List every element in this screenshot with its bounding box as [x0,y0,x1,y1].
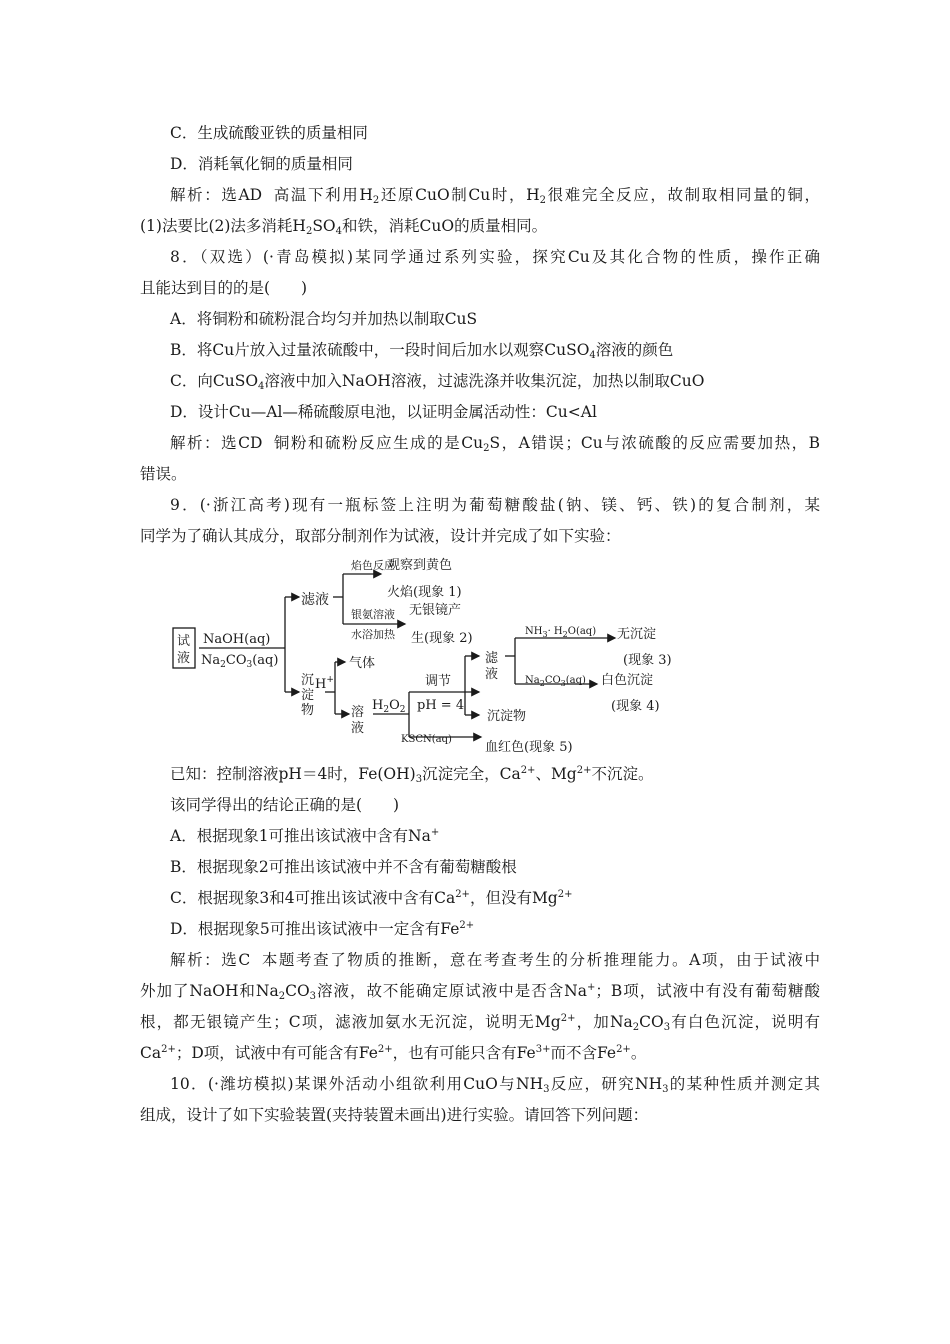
gas-label: 气体 [349,656,376,671]
reagent-naoh: NaOH(aq) [203,632,271,647]
q9-question: 该同学得出的结论正确的是( ) [170,796,400,814]
q9-option-b: B．根据现象2可推出该试液中并不含有葡萄糖酸根 [170,858,517,876]
sample-label-1: 试 [177,634,191,649]
ph-label: pH = 4 [417,698,465,713]
q8-analysis-line-2: 错误。 [140,465,187,483]
precipitate-label-2: 淀 [301,688,315,703]
q7-option-c: C．生成硫酸亚铁的质量相同 [170,124,368,142]
flame-test-label: 焰色反应 [351,559,395,572]
q8-option-a: A．将铜粉和硫粉混合均匀并加热以制取CuS [170,310,478,328]
q10-stem-line-1: 10．(·潍坊模拟)某课外活动小组欲利用CuO与$NH_3$反应，研究$NH_3$的某种性质并测定其 [170,1075,820,1095]
q8-option-c: C．向CuSO$_4$溶液中加入NaOH溶液，过滤洗涤并收集沉淀，加热以制取CuO [170,372,705,392]
q8-option-b: B．将Cu片放入过量浓硫酸中，一段时间后加水以观察CuSO$_4$溶液的颜色 [170,341,674,361]
q9-known: 已知：控制溶液pH＝4时，$Fe(OH)_3$沉淀完全，$Ca^{2+}$、$Mg^{2+}$不沉淀。 [170,765,654,785]
precipitate-label-1: 沉 [301,673,315,688]
filtrate2-label-1: 滤 [485,651,499,666]
no-precipitate-label: 无沉淀 [617,627,657,642]
blood-red-label: 血红色(现象 5) [485,740,573,755]
filtrate-label: 滤液 [301,592,329,608]
adjust-label: 调节 [425,674,452,689]
precipitate2-label: 沉淀物 [487,709,527,724]
sample-label-2: 液 [177,651,191,666]
q9-option-c: C．根据现象3和4可推出该试液中含有$Ca^{2+}$，但没有$Mg^{2+}$ [170,889,573,907]
solution-label-2: 液 [351,721,365,736]
q8-option-d: D．设计Cu—Al—稀硫酸原电池，以证明金属活动性：Cu<Al [170,403,597,421]
q9-analysis-line-1: 解析：选C 本题考查了物质的推断，意在考查考生的分析推理能力。A项，由于试液中 [170,951,820,969]
q9-analysis-line-4: $Ca^{2+}$；D项，试液中有可能含有$Fe^{2+}$，也有可能只含有$Fe^{3+}$而不含$Fe^{2+}$。 [140,1044,647,1062]
q9-option-d: D．根据现象5可推出该试液中一定含有$Fe^{2+}$ [170,920,475,938]
q8-analysis-line-1: 解析：选CD 铜粉和硫粉反应生成的是$Cu_2S$，A错误；Cu与浓硫酸的反应需要加热，B [170,434,821,454]
flame-result-1: 观察到黄色 [387,558,453,573]
oxidant-label: $H_2O_2$ [372,698,406,715]
experiment-flow-diagram [165,552,725,762]
phenomenon-4-label: (现象 4) [611,699,660,714]
kscn-label: KSCN(aq) [401,734,452,745]
q10-stem-line-2: 组成，设计了如下实验装置(夹持装置未画出)进行实验。请回答下列问题： [140,1106,649,1124]
q9-stem-line-2: 同学为了确认其成分，取部分制剂作为试液，设计并完成了如下实验： [140,527,621,545]
phenomenon-3-label: (现象 3) [623,653,672,668]
q9-analysis-line-3: 根，都无银镜产生；C项，滤液加氨水无沉淀，说明无$Mg^{2+}$，加$Na_2CO_3$有白色沉淀，说明有 [140,1013,820,1033]
carbonate-label: $Na_2CO_3(aq)$ [525,675,586,688]
q7-analysis-line-2: (1)法要比(2)法多消耗$H_2SO_4$和铁，消耗CuO的质量相同。 [140,217,548,237]
water-bath-label: 水浴加热 [351,628,395,641]
q7-option-d: D．消耗氧化铜的质量相同 [170,155,353,173]
q9-analysis-line-2: 外加了NaOH和$Na_2CO_3$溶液，故不能确定原试液中是否含Na+；B项，试液中有没有葡萄糖酸 [140,982,820,1002]
acid-label: H+ [315,675,334,692]
q8-stem-line-2: 且能达到目的的是( ) [140,279,308,297]
precipitate-label-3: 物 [301,703,315,718]
reagent-na2co3: $Na_2CO_3(aq)$ [201,653,279,670]
q9-stem-line-1: 9．(·浙江高考)现有一瓶标签上注明为葡萄糖酸盐(钠、镁、钙、铁)的复合制剂，某 [170,496,820,514]
silver-ammonia-label: 银氨溶液 [351,608,395,621]
q9-option-a: A．根据现象1可推出该试液中含有Na+ [170,827,440,845]
q7-analysis-line-1: 解析：选AD 高温下利用$H_2$还原CuO制Cu时，$H_2$很难完全反应，故制取相同量的铜， [170,186,820,206]
q8-stem-line-1: 8．（双选）(·青岛模拟)某同学通过系列实验，探究Cu及其化合物的性质，操作正确 [170,248,820,266]
solution-label-1: 溶 [351,705,365,720]
filtrate2-label-2: 液 [485,667,499,682]
white-precipitate-label: 白色沉淀 [601,673,654,688]
ammonia-label: $NH_3\cdot H_2O(aq)$ [525,626,597,639]
flame-result-2: 火焰(现象 1) [387,585,462,600]
silver-result-1: 无银镜产 [409,603,462,618]
silver-result-2: 生(现象 2) [411,631,473,646]
